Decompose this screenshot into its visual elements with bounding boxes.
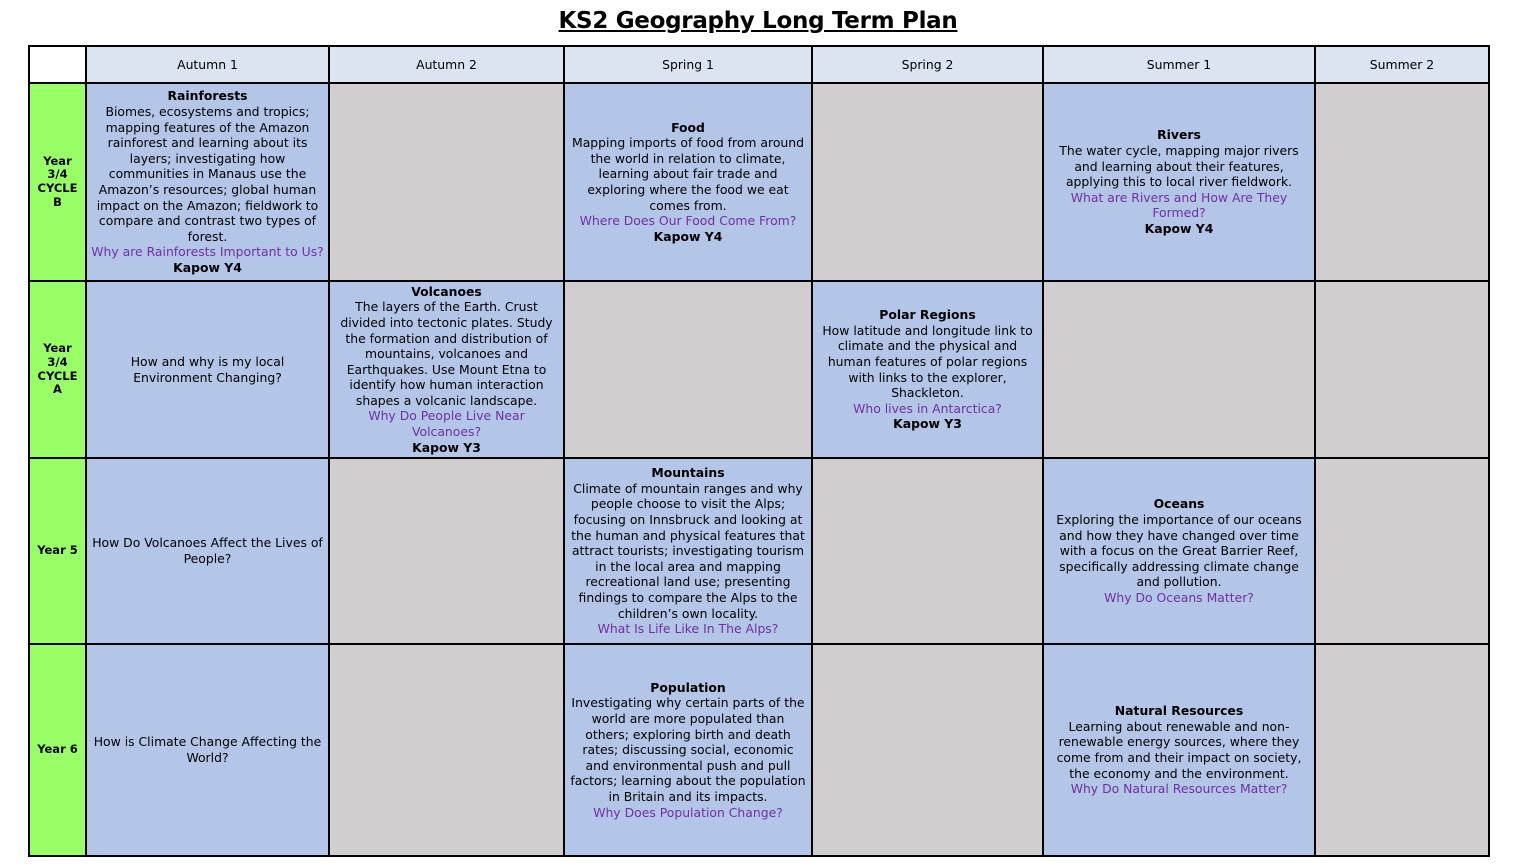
topic-question: Why Do Oceans Matter? — [1104, 589, 1254, 605]
topic-description: Exploring the importance of our oceans and how they have changed over time with a focus on the Great Barrier Reef, specifically addressing climate change and pollution. — [1056, 512, 1302, 590]
header-autumn-2: Autumn 2 — [329, 46, 564, 83]
topic-title: Mountains — [651, 465, 725, 481]
topic-cell-polar-regions — [812, 281, 1043, 458]
topic-kapow: Kapow Y3 — [412, 439, 481, 455]
topic-cell-volcanoes — [329, 281, 564, 458]
year-label-cell: Year 6 — [29, 644, 86, 856]
year-label-line: 3/4 — [47, 167, 68, 182]
corner-cell — [29, 46, 86, 83]
header-summer-2: Summer 2 — [1315, 46, 1489, 83]
empty-cell — [1315, 281, 1489, 458]
topic-kapow: Kapow Y4 — [653, 228, 723, 244]
topic-question: Why Do Natural Resources Matter? — [1070, 781, 1288, 797]
empty-cell — [1315, 458, 1489, 644]
topic-cell-rainforests — [86, 83, 329, 281]
empty-cell — [812, 644, 1043, 856]
topic-cell-food — [564, 83, 812, 281]
year-label-line: CYCLE — [37, 181, 78, 195]
topic-description: Biomes, ecosystems and tropics; mapping features of the Amazon rainforest and learning about its layers; investigating how communities in Manaus use the Amazon’s resources; global human impact on the Amazon; fieldwork to compare and contrast two types of forest. — [96, 104, 319, 244]
topic-kapow: Kapow Y4 — [1144, 220, 1214, 236]
year-label-line: CYCLE — [37, 368, 78, 383]
header-summer-1: Summer 1 — [1043, 46, 1315, 83]
empty-cell — [329, 644, 564, 856]
empty-cell — [1315, 644, 1489, 856]
topic-description: Climate of mountain ranges and why people choose to visit the Alps; focusing on Innsbruck and looking at the human and physical features that attract tourists; investigating tourism in the local area and mapping recreational land use; presenting findings to compare the Alps to the children’s own locality. — [571, 480, 805, 621]
empty-cell — [564, 281, 812, 458]
page-title: KS2 Geography Long Term Plan — [558, 8, 958, 34]
topic-question: Where Does Our Food Come From? — [579, 213, 797, 229]
topic-title: Rivers — [1157, 127, 1201, 143]
long-term-plan-table — [28, 45, 1490, 857]
header-spring-2: Spring 2 — [812, 46, 1043, 83]
topic-description: The water cycle, mapping major rivers and learning about their features, applying this to local river fieldwork. — [1059, 143, 1299, 190]
topic-cell-natural-resources — [1043, 644, 1315, 856]
topic-cell-oceans — [1043, 458, 1315, 644]
topic-description: Learning about renewable and non-renewable energy sources, where they come from and their impact on society, the economy and the environment. — [1056, 718, 1302, 781]
topic-question: What Is Life Like In The Alps? — [597, 621, 779, 637]
topic-description: How latitude and longitude link to climate and the physical and human features of polar regions with links to the explorer, Shackleton. — [822, 322, 1033, 401]
empty-cell — [812, 458, 1043, 644]
year-label-cell: Year 5 — [29, 458, 86, 644]
empty-cell — [1315, 83, 1489, 281]
year-label-line: B — [53, 194, 62, 209]
topic-title: Rainforests — [167, 88, 248, 104]
topic-title: Polar Regions — [879, 307, 976, 323]
empty-cell — [1043, 281, 1315, 458]
topic-description: Mapping imports of food from around the world in relation to climate, learning about fair trade and exploring where the food we eat comes from. — [572, 135, 804, 213]
empty-cell — [329, 83, 564, 281]
topic-kapow: Kapow Y4 — [173, 259, 242, 275]
topic-title: Food — [671, 119, 705, 135]
row-year-3-4-cycle-a — [29, 281, 1489, 458]
topic-question: Who lives in Antarctica? — [853, 400, 1002, 416]
topic-cell-volcanoes-lives — [86, 458, 329, 644]
topic-question: What are Rivers and How Are They Formed? — [1070, 189, 1288, 221]
topic-cell-local-environment — [86, 281, 329, 458]
topic-title: Volcanoes — [411, 283, 482, 299]
topic-description: Investigating why certain parts of the world are more populated than others; exploring birth and death rates; discussing social, economic and environmental push and pull factors; learning about the population in Britain and its impacts. — [570, 695, 806, 804]
topic-question: Why Do People Live Near Volcanoes? — [368, 408, 525, 440]
topic-cell-climate-change — [86, 644, 329, 856]
year-label-line: A — [53, 382, 62, 397]
year-label-line: Year — [43, 341, 72, 356]
topic-kapow: Kapow Y3 — [893, 416, 962, 432]
topic-question: Why Does Population Change? — [593, 804, 783, 820]
topic-question-text: How and why is my local Environment Changing? — [130, 353, 285, 385]
row-year-3-4-cycle-b — [29, 83, 1489, 281]
topic-question-text: How is Climate Change Affecting the World? — [93, 734, 322, 765]
year-label-cell — [29, 281, 86, 458]
topic-title: Oceans — [1153, 496, 1205, 512]
year-label-cell — [29, 83, 86, 281]
topic-description: The layers of the Earth. Crust divided into tectonic plates. Study the formation and distribution of mountains, volcanoes and Earthquakes. Use Mount Etna to identify how human interaction shapes a volcanic landscape. — [340, 299, 553, 408]
row-year-6 — [29, 644, 1489, 856]
topic-question-text: How Do Volcanoes Affect the Lives of People? — [92, 535, 323, 566]
topic-question: Why are Rainforests Important to Us? — [91, 244, 324, 260]
row-year-5 — [29, 458, 1489, 644]
topic-cell-mountains — [564, 458, 812, 644]
year-label-line: 3/4 — [47, 354, 68, 369]
year-label-line: Year — [43, 153, 72, 168]
empty-cell — [329, 458, 564, 644]
topic-cell-population — [564, 644, 812, 856]
empty-cell — [812, 83, 1043, 281]
header-autumn-1: Autumn 1 — [86, 46, 329, 83]
topic-title: Natural Resources — [1114, 703, 1244, 719]
topic-title: Population — [650, 679, 726, 695]
topic-cell-rivers — [1043, 83, 1315, 281]
header-spring-1: Spring 1 — [564, 46, 812, 83]
header-row — [29, 46, 1489, 83]
